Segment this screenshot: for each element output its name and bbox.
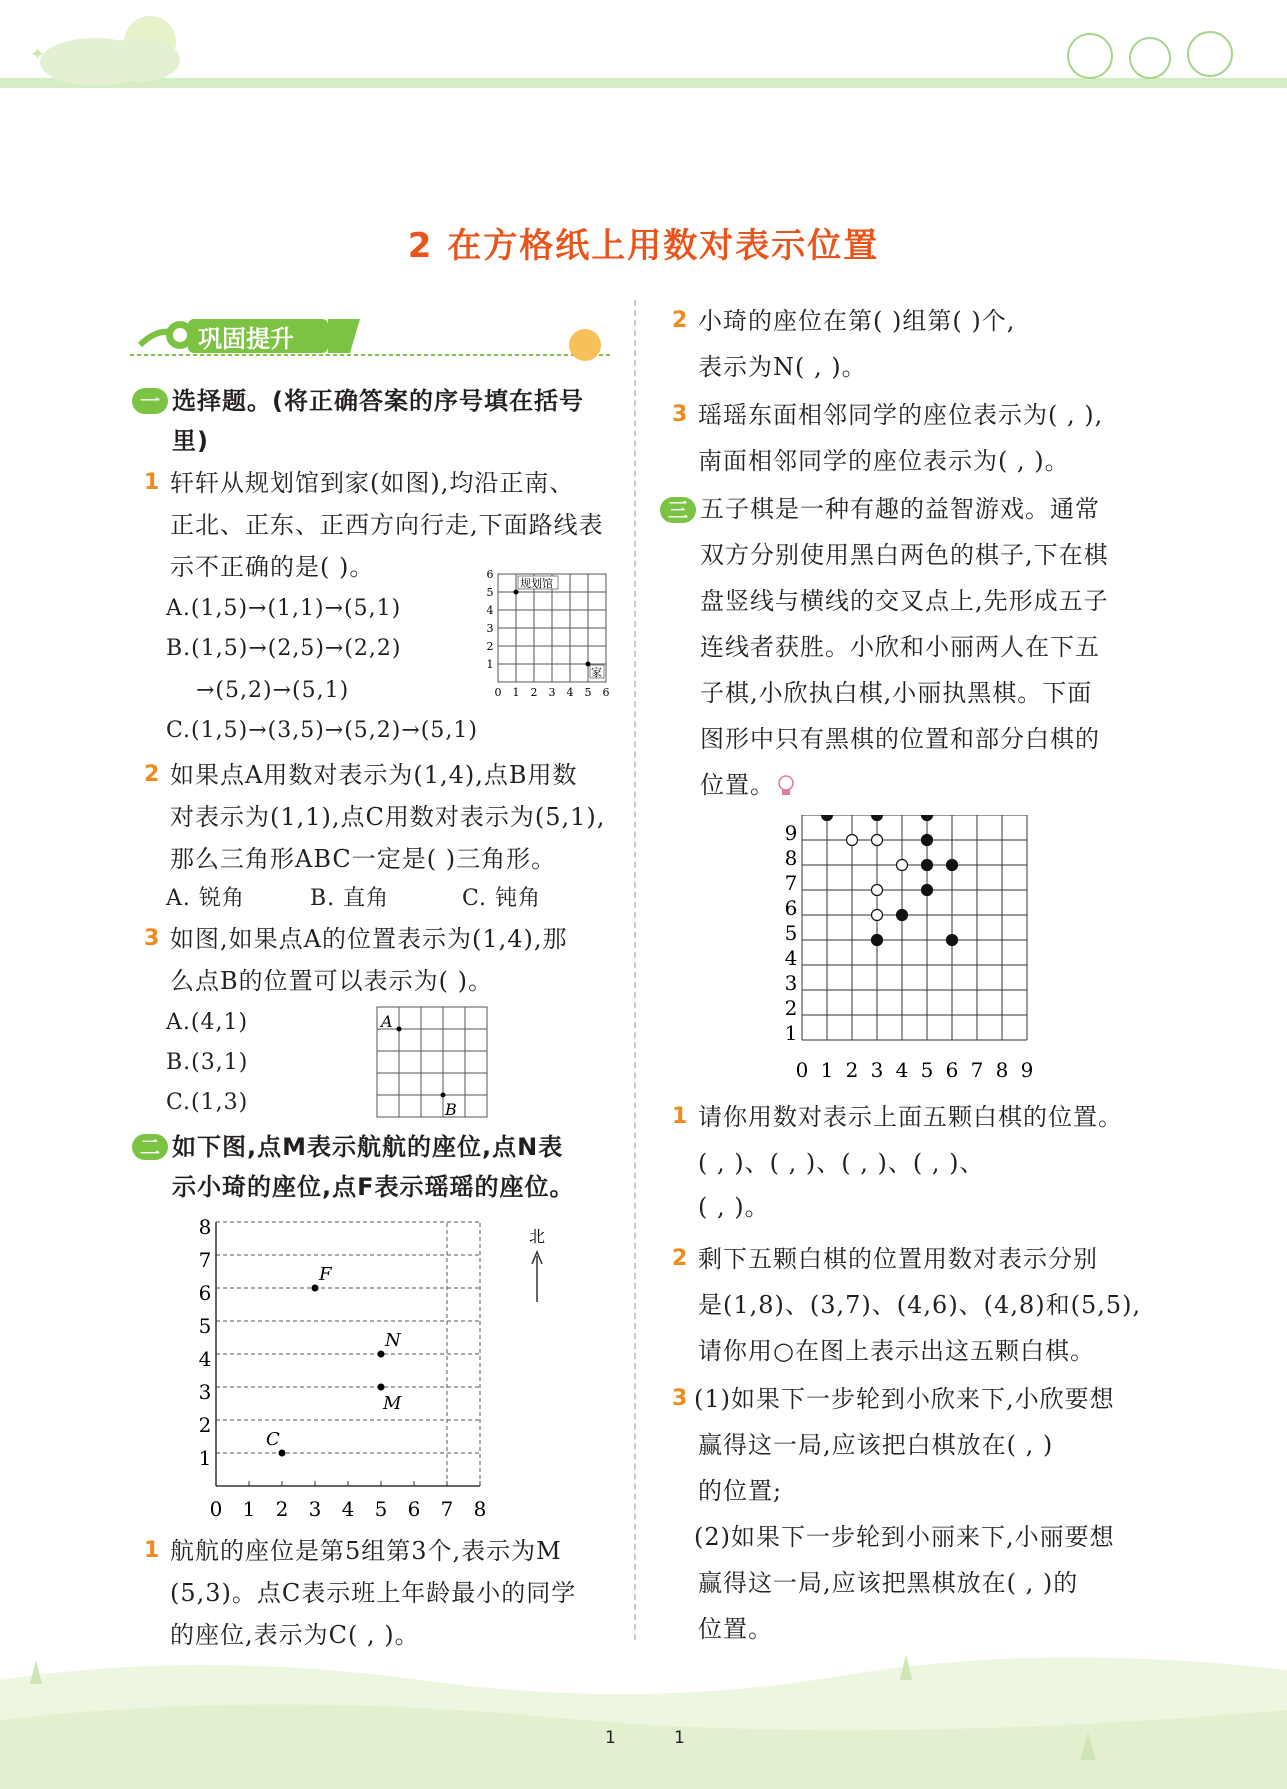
banner-title: 巩固提升 bbox=[198, 325, 294, 353]
black-stone bbox=[947, 935, 958, 946]
question-text: 表示为N( , )。 bbox=[698, 353, 867, 381]
x-tick: 4 bbox=[566, 686, 574, 699]
section3-line: 图形中只有黑棋的位置和部分白棋的 bbox=[700, 725, 1100, 753]
section2-head-line: 如下图,点M表示航航的座位,点N表 bbox=[172, 1133, 564, 1161]
x-tick: 2 bbox=[845, 1058, 859, 1082]
white-stone bbox=[872, 835, 883, 846]
x-tick: 0 bbox=[209, 1497, 223, 1521]
option-b-cont: →(5,2)→(5,1) bbox=[196, 678, 350, 703]
animals-decoration bbox=[1060, 18, 1260, 83]
section-badge-3: 三 bbox=[660, 497, 696, 523]
x-tick: 3 bbox=[548, 686, 556, 699]
cloud-sun-decoration bbox=[0, 0, 260, 95]
black-stone bbox=[922, 885, 933, 896]
page-title: 2 在方格纸上用数对表示位置 bbox=[407, 226, 880, 266]
y-tick: 8 bbox=[784, 846, 798, 870]
x-tick: 7 bbox=[440, 1497, 454, 1521]
y-tick: 1 bbox=[486, 658, 494, 671]
page-number: 1 bbox=[605, 1728, 616, 1748]
section3-line: 双方分别使用黑白两色的棋子,下在棋 bbox=[700, 541, 1109, 569]
question-text: 请你用数对表示上面五颗白棋的位置。 bbox=[698, 1103, 1123, 1131]
column-divider bbox=[634, 300, 636, 1640]
question-text: 剩下五颗白棋的位置用数对表示分别 bbox=[698, 1245, 1098, 1273]
x-tick: 5 bbox=[374, 1497, 388, 1521]
point-m bbox=[378, 1384, 385, 1391]
y-tick: 3 bbox=[784, 971, 798, 995]
option-a: A.(4,1) bbox=[166, 1010, 249, 1035]
svg-text:✦: ✦ bbox=[30, 44, 46, 65]
question-text: 么点B的位置可以表示为( )。 bbox=[170, 967, 493, 995]
gomoku-board bbox=[780, 815, 1040, 1085]
white-stone bbox=[872, 885, 883, 896]
question-number: 2 bbox=[144, 762, 160, 787]
point-n bbox=[378, 1351, 385, 1358]
question-text: (5,3)。点C表示班上年龄最小的同学 bbox=[170, 1579, 577, 1607]
x-tick: 6 bbox=[407, 1497, 421, 1521]
option-b: B.(1,5)→(2,5)→(2,2) bbox=[166, 636, 402, 661]
black-stone bbox=[922, 815, 933, 821]
option-b: B. 直角 bbox=[310, 886, 390, 911]
black-stone bbox=[897, 910, 908, 921]
x-tick: 6 bbox=[945, 1058, 959, 1082]
page-number: 1 bbox=[674, 1728, 685, 1748]
point-f bbox=[312, 1285, 319, 1292]
x-tick: 7 bbox=[970, 1058, 984, 1082]
y-tick: 6 bbox=[784, 896, 798, 920]
section-badge-2: 二 bbox=[132, 1134, 168, 1160]
question-text: 正北、正东、正西方向行走,下面路线表 bbox=[170, 511, 604, 539]
question-text: 的位置; bbox=[698, 1477, 783, 1505]
question-text: 请你用○在图上表示出这五颗白棋。 bbox=[698, 1337, 1095, 1365]
black-stone bbox=[947, 860, 958, 871]
question-text: 示不正确的是( )。 bbox=[170, 553, 375, 581]
option-a: A. 锐角 bbox=[166, 886, 245, 911]
y-tick: 7 bbox=[784, 871, 798, 895]
x-tick: 5 bbox=[920, 1058, 934, 1082]
option-c: C. 钝角 bbox=[462, 886, 542, 911]
x-tick: 6 bbox=[602, 686, 610, 699]
question-text: 如图,如果点A的位置表示为(1,4),那 bbox=[170, 925, 568, 953]
question-number: 1 bbox=[144, 470, 160, 495]
option-c: C.(1,5)→(3,5)→(5,2)→(5,1) bbox=[166, 718, 478, 743]
x-tick: 2 bbox=[275, 1497, 289, 1521]
white-stone bbox=[847, 835, 858, 846]
question-text: 轩轩从规划馆到家(如图),均沿正南、 bbox=[170, 469, 575, 497]
x-tick: 8 bbox=[473, 1497, 487, 1521]
label-home: 家 bbox=[591, 666, 602, 679]
y-tick: 3 bbox=[486, 622, 494, 635]
ab-grid-figure bbox=[375, 1005, 489, 1121]
question-number: 1 bbox=[144, 1538, 160, 1563]
y-tick: 2 bbox=[198, 1413, 212, 1437]
x-tick: 5 bbox=[584, 686, 592, 699]
y-tick: 6 bbox=[198, 1281, 212, 1305]
route-grid-figure bbox=[480, 566, 620, 702]
question-text: 南面相邻同学的座位表示为( , )。 bbox=[698, 447, 1070, 475]
y-tick: 5 bbox=[784, 921, 798, 945]
option-a: A.(1,5)→(1,1)→(5,1) bbox=[166, 596, 402, 621]
question-text: 对表示为(1,1),点C用数对表示为(5,1), bbox=[170, 803, 606, 831]
y-tick: 1 bbox=[784, 1021, 798, 1045]
question-number: 2 bbox=[672, 1246, 688, 1271]
question-text: ( , )。 bbox=[698, 1193, 770, 1221]
question-text: 的座位,表示为C( , )。 bbox=[170, 1621, 420, 1649]
x-tick: 1 bbox=[242, 1497, 256, 1521]
black-stone bbox=[922, 860, 933, 871]
y-tick: 9 bbox=[784, 821, 798, 845]
point-label-c: C bbox=[266, 1429, 280, 1450]
y-tick: 5 bbox=[486, 586, 494, 599]
y-tick: 6 bbox=[486, 568, 494, 581]
section1-head-line: 选择题。(将正确答案的序号填在括号 bbox=[172, 387, 584, 415]
option-b: B.(3,1) bbox=[166, 1050, 249, 1075]
x-tick: 1 bbox=[820, 1058, 834, 1082]
north-label: 北 bbox=[528, 1227, 546, 1246]
consolidate-banner bbox=[130, 305, 610, 365]
section2-head-line: 示小琦的座位,点F表示瑶瑶的座位。 bbox=[172, 1173, 575, 1201]
question-text: 赢得这一局,应该把黑棋放在( , )的 bbox=[698, 1569, 1079, 1597]
section3-line: 盘竖线与横线的交叉点上,先形成五子 bbox=[700, 587, 1109, 615]
white-stone bbox=[897, 860, 908, 871]
hills-decoration bbox=[0, 1640, 1287, 1789]
question-text: 那么三角形ABC一定是( )三角形。 bbox=[170, 845, 557, 873]
section3-line: 位置。 bbox=[700, 771, 775, 799]
black-stone bbox=[872, 815, 883, 821]
point-label-m: M bbox=[383, 1393, 402, 1414]
y-tick: 1 bbox=[198, 1446, 212, 1470]
x-tick: 2 bbox=[530, 686, 538, 699]
black-stone bbox=[922, 835, 933, 846]
y-tick: 4 bbox=[784, 946, 798, 970]
y-tick: 4 bbox=[486, 604, 494, 617]
question-number: 3 bbox=[672, 1386, 688, 1411]
question-text: (2)如果下一步轮到小丽来下,小丽要想 bbox=[694, 1523, 1115, 1551]
x-tick: 8 bbox=[995, 1058, 1009, 1082]
question-number: 3 bbox=[144, 926, 160, 951]
question-text: ( , )、( , )、( , )、( , )、 bbox=[698, 1149, 985, 1177]
x-tick: 3 bbox=[308, 1497, 322, 1521]
question-number: 2 bbox=[672, 308, 688, 333]
x-tick: 1 bbox=[512, 686, 520, 699]
question-text: 如果点A用数对表示为(1,4),点B用数 bbox=[170, 761, 578, 789]
x-tick: 9 bbox=[1020, 1058, 1034, 1082]
question-text: 是(1,8)、(3,7)、(4,6)、(4,8)和(5,5), bbox=[698, 1291, 1142, 1319]
section1-head-line: 里) bbox=[172, 427, 209, 455]
y-tick: 4 bbox=[198, 1347, 212, 1371]
y-tick: 7 bbox=[198, 1248, 212, 1272]
point-b-label: B bbox=[445, 1100, 457, 1119]
y-tick: 8 bbox=[198, 1215, 212, 1239]
seating-chart bbox=[185, 1212, 565, 1522]
question-text: 瑶瑶东面相邻同学的座位表示为( , ), bbox=[698, 401, 1104, 429]
lightbulb-icon bbox=[776, 774, 796, 798]
point-label-n: N bbox=[385, 1330, 401, 1351]
y-tick: 5 bbox=[198, 1314, 212, 1338]
option-c: C.(1,3) bbox=[166, 1090, 249, 1115]
white-stone bbox=[872, 910, 883, 921]
section3-line: 五子棋是一种有趣的益智游戏。通常 bbox=[700, 495, 1100, 523]
question-text: 赢得这一局,应该把白棋放在( , ) bbox=[698, 1431, 1054, 1459]
x-tick: 0 bbox=[494, 686, 502, 699]
black-stone bbox=[822, 815, 833, 821]
x-tick: 4 bbox=[895, 1058, 909, 1082]
point-c bbox=[279, 1450, 286, 1457]
question-text: 航航的座位是第5组第3个,表示为M bbox=[170, 1537, 562, 1565]
label-planning-hall: 规划馆 bbox=[520, 577, 553, 590]
section3-line: 子棋,小欣执白棋,小丽执黑棋。下面 bbox=[700, 679, 1093, 707]
black-stone bbox=[872, 935, 883, 946]
question-number: 1 bbox=[672, 1104, 688, 1129]
question-text: 小琦的座位在第( )组第( )个, bbox=[698, 307, 1016, 335]
point-label-f: F bbox=[319, 1264, 332, 1285]
question-text: (1)如果下一步轮到小欣来下,小欣要想 bbox=[694, 1385, 1115, 1413]
section-badge-1: 一 bbox=[132, 388, 168, 414]
y-tick: 3 bbox=[198, 1380, 212, 1404]
x-tick: 0 bbox=[795, 1058, 809, 1082]
point-a-label: A bbox=[381, 1012, 393, 1031]
y-tick: 2 bbox=[486, 640, 494, 653]
question-text: 位置。 bbox=[698, 1615, 773, 1643]
x-tick: 4 bbox=[341, 1497, 355, 1521]
section3-line: 连线者获胜。小欣和小丽两人在下五 bbox=[700, 633, 1100, 661]
y-tick: 2 bbox=[784, 996, 798, 1020]
question-number: 3 bbox=[672, 402, 688, 427]
x-tick: 3 bbox=[870, 1058, 884, 1082]
